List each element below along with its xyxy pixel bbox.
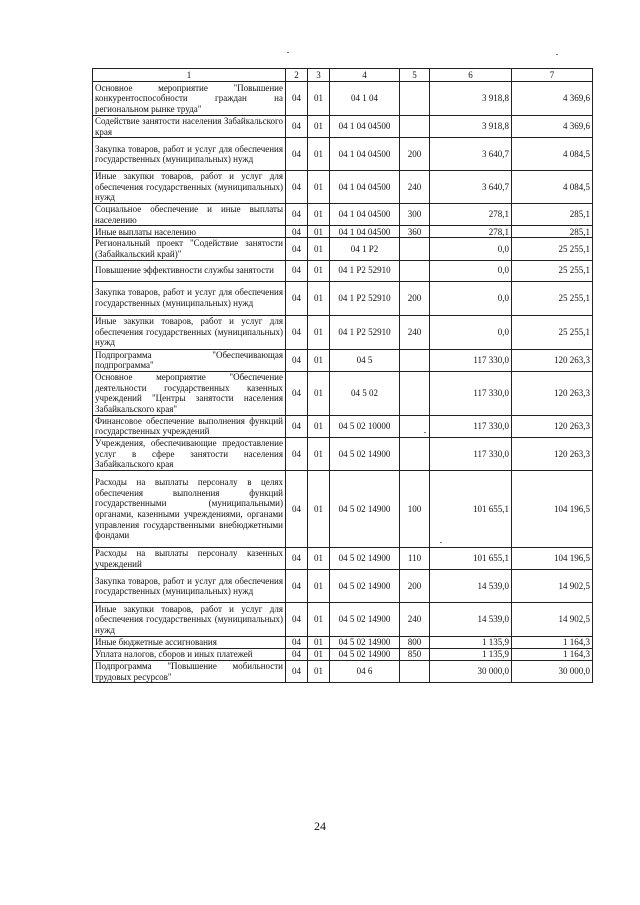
row-expense-type: 360 xyxy=(400,226,430,238)
row-target-code: 04 5 02 14900 xyxy=(330,649,400,661)
row-expense-type: 200 xyxy=(400,570,430,603)
row-value-col7: 4 084,5 xyxy=(512,138,593,171)
row-value-col7: 285,1 xyxy=(512,204,593,226)
row-value-col6: 0,0 xyxy=(430,260,512,281)
row-section: 04 xyxy=(286,547,308,569)
row-expense-type xyxy=(400,661,430,683)
row-subsection: 01 xyxy=(308,315,330,349)
table-row xyxy=(93,138,593,171)
row-section: 04 xyxy=(286,649,308,661)
row-target-code: 04 1 04 04500 xyxy=(330,116,400,138)
row-name: Расходы на выплаты персоналу в целях обеспечения выполнения функций государственными (муниципальными) органами, казенными учреждениями, органами управления государственными внебюджетными фондами xyxy=(93,470,286,547)
scan-speck xyxy=(287,52,289,53)
table-row xyxy=(93,603,593,637)
row-section: 04 xyxy=(286,570,308,603)
row-value-col6: 101 655,1 xyxy=(430,470,512,547)
table-body xyxy=(93,82,593,683)
row-value-col6: 117 330,0 xyxy=(430,437,512,470)
row-value-col6: 0,0 xyxy=(430,281,512,315)
row-target-code: 04 1 P2 52910 xyxy=(330,260,400,281)
row-section: 04 xyxy=(286,470,308,547)
row-expense-type: 800 xyxy=(400,637,430,649)
scan-speck xyxy=(424,432,426,433)
row-expense-type: 300 xyxy=(400,204,430,226)
row-subsection: 01 xyxy=(308,349,330,371)
table-row xyxy=(93,226,593,238)
row-name: Расходы на выплаты персоналу казенных учреждений xyxy=(93,547,286,569)
row-value-col6: 117 330,0 xyxy=(430,349,512,371)
row-subsection: 01 xyxy=(308,547,330,569)
row-name: Закупка товаров, работ и услуг для обеспечения государственных (муниципальных) нужд xyxy=(93,570,286,603)
row-value-col7: 1 164,3 xyxy=(512,649,593,661)
row-section: 04 xyxy=(286,661,308,683)
row-name: Учреждения, обеспечивающие предоставление услуг в сфере занятости населения Забайкальского края xyxy=(93,437,286,470)
row-section: 04 xyxy=(286,315,308,349)
row-value-col6: 30 000,0 xyxy=(430,661,512,683)
row-expense-type xyxy=(400,349,430,371)
table-row xyxy=(93,437,593,470)
row-name: Основное мероприятие "Обеспечение деятельности государственных казенных учреждений "Центры занятости населения Забайкальского края" xyxy=(93,371,286,415)
row-value-col6: 14 539,0 xyxy=(430,570,512,603)
row-section: 04 xyxy=(286,437,308,470)
row-name: Иные закупки товаров, работ и услуг для обеспечения государственных (муниципальных) нужд xyxy=(93,171,286,204)
budget-table xyxy=(92,68,593,683)
row-expense-type xyxy=(400,238,430,260)
table-row xyxy=(93,281,593,315)
row-subsection: 01 xyxy=(308,82,330,116)
row-target-code: 04 1 04 04500 xyxy=(330,204,400,226)
row-subsection: 01 xyxy=(308,415,330,437)
table-row xyxy=(93,470,593,547)
row-section: 04 xyxy=(286,637,308,649)
row-value-col6: 117 330,0 xyxy=(430,415,512,437)
row-value-col7: 4 369,6 xyxy=(512,82,593,116)
col-header-1: 1 xyxy=(93,69,286,82)
row-value-col7: 120 263,3 xyxy=(512,437,593,470)
row-target-code: 04 6 xyxy=(330,661,400,683)
row-value-col6: 0,0 xyxy=(430,238,512,260)
table-row xyxy=(93,315,593,349)
row-expense-type: 240 xyxy=(400,315,430,349)
row-name: Подпрограмма "Повышение мобильности трудовых ресурсов" xyxy=(93,661,286,683)
table-row xyxy=(93,260,593,281)
row-target-code: 04 5 02 14900 xyxy=(330,570,400,603)
row-value-col6: 3 640,7 xyxy=(430,138,512,171)
row-value-col6: 3 640,7 xyxy=(430,171,512,204)
row-target-code: 04 1 P2 52910 xyxy=(330,315,400,349)
row-value-col6: 278,1 xyxy=(430,204,512,226)
col-header-4: 4 xyxy=(330,69,400,82)
table-row xyxy=(93,637,593,649)
row-section: 04 xyxy=(286,204,308,226)
col-header-3: 3 xyxy=(308,69,330,82)
row-target-code: 04 5 02 14900 xyxy=(330,470,400,547)
row-target-code: 04 5 02 14900 xyxy=(330,603,400,637)
row-name: Повышение эффективности службы занятости xyxy=(93,260,286,281)
row-value-col7: 25 255,1 xyxy=(512,260,593,281)
row-subsection: 01 xyxy=(308,171,330,204)
scan-speck xyxy=(556,54,558,55)
row-value-col6: 1 135,9 xyxy=(430,649,512,661)
row-target-code: 04 5 xyxy=(330,349,400,371)
row-subsection: 01 xyxy=(308,281,330,315)
row-value-col7: 104 196,5 xyxy=(512,470,593,547)
row-expense-type: 240 xyxy=(400,171,430,204)
col-header-5: 5 xyxy=(400,69,430,82)
row-section: 04 xyxy=(286,138,308,171)
row-name: Иные закупки товаров, работ и услуг для обеспечения государственных (муниципальных) нужд xyxy=(93,603,286,637)
row-expense-type: 110 xyxy=(400,547,430,569)
row-name: Закупка товаров, работ и услуг для обеспечения государственных (муниципальных) нужд xyxy=(93,281,286,315)
row-target-code: 04 1 P2 xyxy=(330,238,400,260)
table-row xyxy=(93,661,593,683)
table-header-row xyxy=(93,69,593,82)
row-value-col7: 120 263,3 xyxy=(512,371,593,415)
row-value-col7: 30 000,0 xyxy=(512,661,593,683)
row-subsection: 01 xyxy=(308,226,330,238)
page-number: 24 xyxy=(314,819,326,833)
table-row xyxy=(93,238,593,260)
row-subsection: 01 xyxy=(308,371,330,415)
col-header-7: 7 xyxy=(512,69,593,82)
row-subsection: 01 xyxy=(308,649,330,661)
row-target-code: 04 1 04 04500 xyxy=(330,171,400,204)
row-subsection: 01 xyxy=(308,437,330,470)
row-section: 04 xyxy=(286,281,308,315)
row-section: 04 xyxy=(286,415,308,437)
col-header-2: 2 xyxy=(286,69,308,82)
row-expense-type: 200 xyxy=(400,281,430,315)
table-row xyxy=(93,171,593,204)
table-row xyxy=(93,349,593,371)
row-expense-type xyxy=(400,415,430,437)
row-expense-type xyxy=(400,82,430,116)
row-name: Подпрограмма "Обеспечивающая подпрограмма" xyxy=(93,349,286,371)
row-expense-type: 100 xyxy=(400,470,430,547)
table-row xyxy=(93,415,593,437)
row-name: Финансовое обеспечение выполнения функций государственных учреждений xyxy=(93,415,286,437)
table-row xyxy=(93,371,593,415)
row-subsection: 01 xyxy=(308,637,330,649)
row-target-code: 04 5 02 14900 xyxy=(330,637,400,649)
row-target-code: 04 5 02 xyxy=(330,371,400,415)
row-subsection: 01 xyxy=(308,204,330,226)
row-value-col7: 25 255,1 xyxy=(512,281,593,315)
table-row xyxy=(93,649,593,661)
row-value-col7: 120 263,3 xyxy=(512,349,593,371)
table-row xyxy=(93,570,593,603)
row-subsection: 01 xyxy=(308,570,330,603)
table-row xyxy=(93,116,593,138)
col-header-6: 6 xyxy=(430,69,512,82)
table-row xyxy=(93,547,593,569)
row-name: Региональный проект "Содействие занятости (Забайкальский край)" xyxy=(93,238,286,260)
row-section: 04 xyxy=(286,603,308,637)
row-value-col6: 3 918,8 xyxy=(430,82,512,116)
row-target-code: 04 5 02 14900 xyxy=(330,547,400,569)
row-expense-type: 240 xyxy=(400,603,430,637)
row-name: Социальное обеспечение и иные выплаты населению xyxy=(93,204,286,226)
row-value-col7: 120 263,3 xyxy=(512,415,593,437)
row-subsection: 01 xyxy=(308,260,330,281)
row-name: Уплата налогов, сборов и иных платежей xyxy=(93,649,286,661)
row-expense-type: 200 xyxy=(400,138,430,171)
table-row xyxy=(93,82,593,116)
row-value-col7: 25 255,1 xyxy=(512,315,593,349)
row-value-col7: 4 369,6 xyxy=(512,116,593,138)
row-subsection: 01 xyxy=(308,116,330,138)
row-value-col7: 1 164,3 xyxy=(512,637,593,649)
row-value-col6: 1 135,9 xyxy=(430,637,512,649)
row-name: Иные бюджетные ассигнования xyxy=(93,637,286,649)
row-value-col7: 14 902,5 xyxy=(512,570,593,603)
row-value-col6: 3 918,8 xyxy=(430,116,512,138)
row-target-code: 04 5 02 14900 xyxy=(330,437,400,470)
row-target-code: 04 1 04 04500 xyxy=(330,226,400,238)
row-section: 04 xyxy=(286,171,308,204)
row-value-col7: 104 196,5 xyxy=(512,547,593,569)
row-name: Содействие занятости населения Забайкальского края xyxy=(93,116,286,138)
row-target-code: 04 5 02 10000 xyxy=(330,415,400,437)
row-value-col7: 25 255,1 xyxy=(512,238,593,260)
row-name: Основное мероприятие "Повышение конкурентоспособности граждан на региональном рынке труда" xyxy=(93,82,286,116)
row-target-code: 04 1 P2 52910 xyxy=(330,281,400,315)
row-section: 04 xyxy=(286,226,308,238)
row-value-col6: 14 539,0 xyxy=(430,603,512,637)
row-target-code: 04 1 04 04500 xyxy=(330,138,400,171)
row-expense-type: 850 xyxy=(400,649,430,661)
row-section: 04 xyxy=(286,116,308,138)
row-value-col6: 278,1 xyxy=(430,226,512,238)
row-subsection: 01 xyxy=(308,603,330,637)
row-value-col6: 117 330,0 xyxy=(430,371,512,415)
row-value-col7: 285,1 xyxy=(512,226,593,238)
row-subsection: 01 xyxy=(308,238,330,260)
row-subsection: 01 xyxy=(308,470,330,547)
row-value-col7: 4 084,5 xyxy=(512,171,593,204)
row-section: 04 xyxy=(286,82,308,116)
row-name: Иные закупки товаров, работ и услуг для обеспечения государственных (муниципальных) нужд xyxy=(93,315,286,349)
row-value-col7: 14 902,5 xyxy=(512,603,593,637)
row-name: Закупка товаров, работ и услуг для обеспечения государственных (муниципальных) нужд xyxy=(93,138,286,171)
row-expense-type xyxy=(400,437,430,470)
table-row xyxy=(93,204,593,226)
row-expense-type xyxy=(400,371,430,415)
row-value-col6: 0,0 xyxy=(430,315,512,349)
row-subsection: 01 xyxy=(308,138,330,171)
row-section: 04 xyxy=(286,349,308,371)
row-target-code: 04 1 04 xyxy=(330,82,400,116)
row-expense-type xyxy=(400,116,430,138)
row-value-col6: 101 655,1 xyxy=(430,547,512,569)
row-section: 04 xyxy=(286,371,308,415)
row-expense-type xyxy=(400,260,430,281)
scan-speck xyxy=(440,542,442,543)
row-section: 04 xyxy=(286,260,308,281)
row-section: 04 xyxy=(286,238,308,260)
row-name: Иные выплаты населению xyxy=(93,226,286,238)
row-subsection: 01 xyxy=(308,661,330,683)
